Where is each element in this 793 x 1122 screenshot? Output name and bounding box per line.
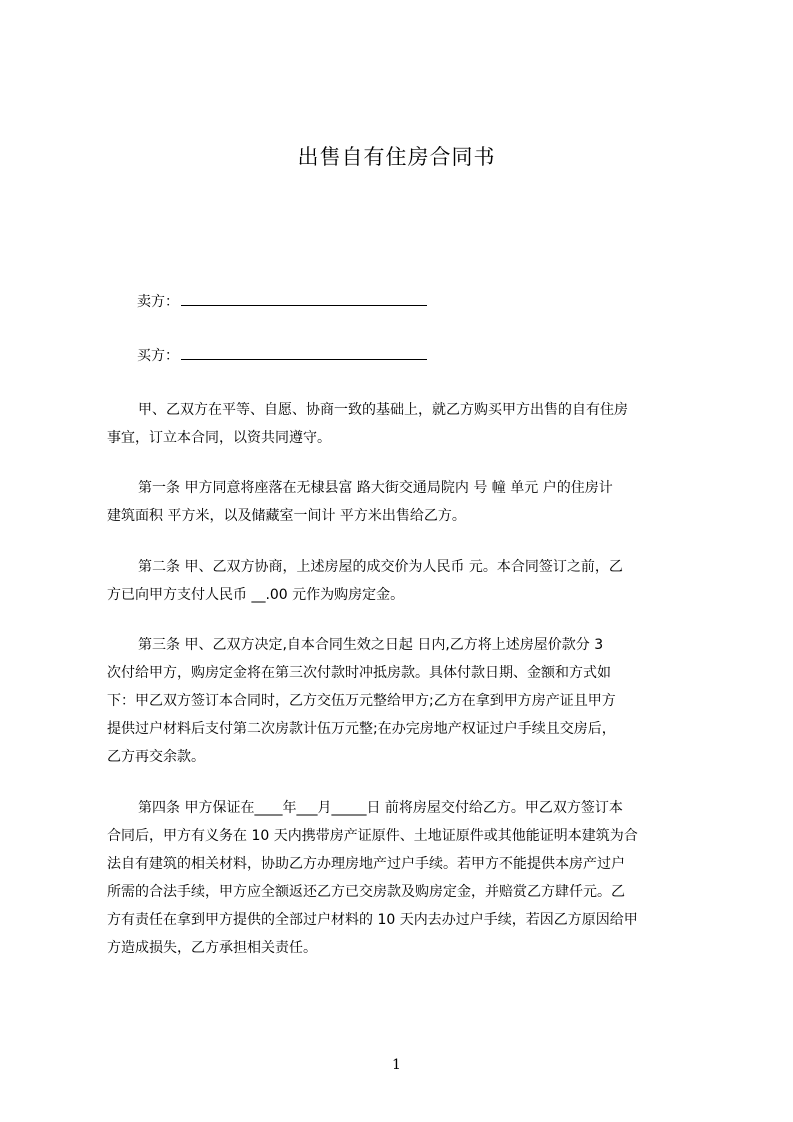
article-2-paragraph (107, 553, 699, 609)
preamble-paragraph (107, 396, 699, 452)
page-number: 1 (392, 1057, 401, 1073)
seller-label: 卖方： (137, 294, 179, 310)
paragraph-line: 建筑面积 平方米，以及储藏室一间计 平方米出售给乙方。 (107, 508, 466, 524)
paragraph-line: 所需的合法手续，甲方应全额返还乙方已交房款及购房定金，并赔赏乙方肆仟元。乙 (107, 884, 625, 900)
paragraph-line: 方有责任在拿到甲方提供的全部过户材料的 10 天内去办过户手续，若因乙方原因给甲 (107, 912, 638, 928)
paragraph-line: 乙方再交余款。 (107, 749, 205, 765)
paragraph-line: 第一条 甲方同意将座落在无棣县富 路大街交通局院内 号 幢 单元 户的住房计 (138, 480, 613, 496)
article-4-paragraph (107, 794, 699, 962)
paragraph-line: 下：甲乙双方签订本合同时，乙方交伍万元整给甲方;乙方在拿到甲方房产证且甲方 (107, 693, 616, 709)
paragraph-line: 方造成损失，乙方承担相关责任。 (107, 940, 317, 956)
buyer-blank-line (181, 345, 427, 360)
paragraph-line: 事宜，订立本合同，以资共同遵守。 (107, 430, 331, 446)
article-1-paragraph (107, 474, 699, 530)
paragraph-line: 甲、乙双方在平等、自愿、协商一致的基础上，就乙方购买甲方出售的自有住房 (138, 402, 628, 418)
document-title: 出售自有住房合同书 (297, 145, 496, 169)
paragraph-line: 第三条 甲、乙双方决定,自本合同生效之日起 日内,乙方将上述房屋价款分 3 (138, 637, 604, 653)
paragraph-line: 法自有建筑的相关材料，协助乙方办理房地产过户手续。若甲方不能提供本房产过户 (107, 856, 625, 872)
paragraph-line: 提供过户材料后支付第二次房款计伍万元整;在办完房地产权证过户手续且交房后， (107, 721, 616, 737)
seller-blank-line (181, 291, 427, 306)
paragraph-line: 合同后，甲方有义务在 10 天内携带房产证原件、土地证原件或其他能证明本建筑为合 (107, 828, 638, 844)
paragraph-line: 次付给甲方，购房定金将在第三次付款时冲抵房款。具体付款日期、金额和方式如 (107, 665, 611, 681)
buyer-field (137, 345, 427, 366)
buyer-label: 买方： (137, 348, 179, 364)
paragraph-line: 方已向甲方支付人民币 __.00 元作为购房定金。 (107, 587, 405, 603)
seller-field (137, 291, 427, 312)
paragraph-line: 第二条 甲、乙双方协商，上述房屋的成交价为人民币 元。本合同签订之前，乙 (138, 559, 623, 575)
paragraph-line: 第四条 甲方保证在____年___月_____日 前将房屋交付给乙方。甲乙双方签订本 (138, 800, 623, 816)
article-3-paragraph (107, 631, 699, 771)
